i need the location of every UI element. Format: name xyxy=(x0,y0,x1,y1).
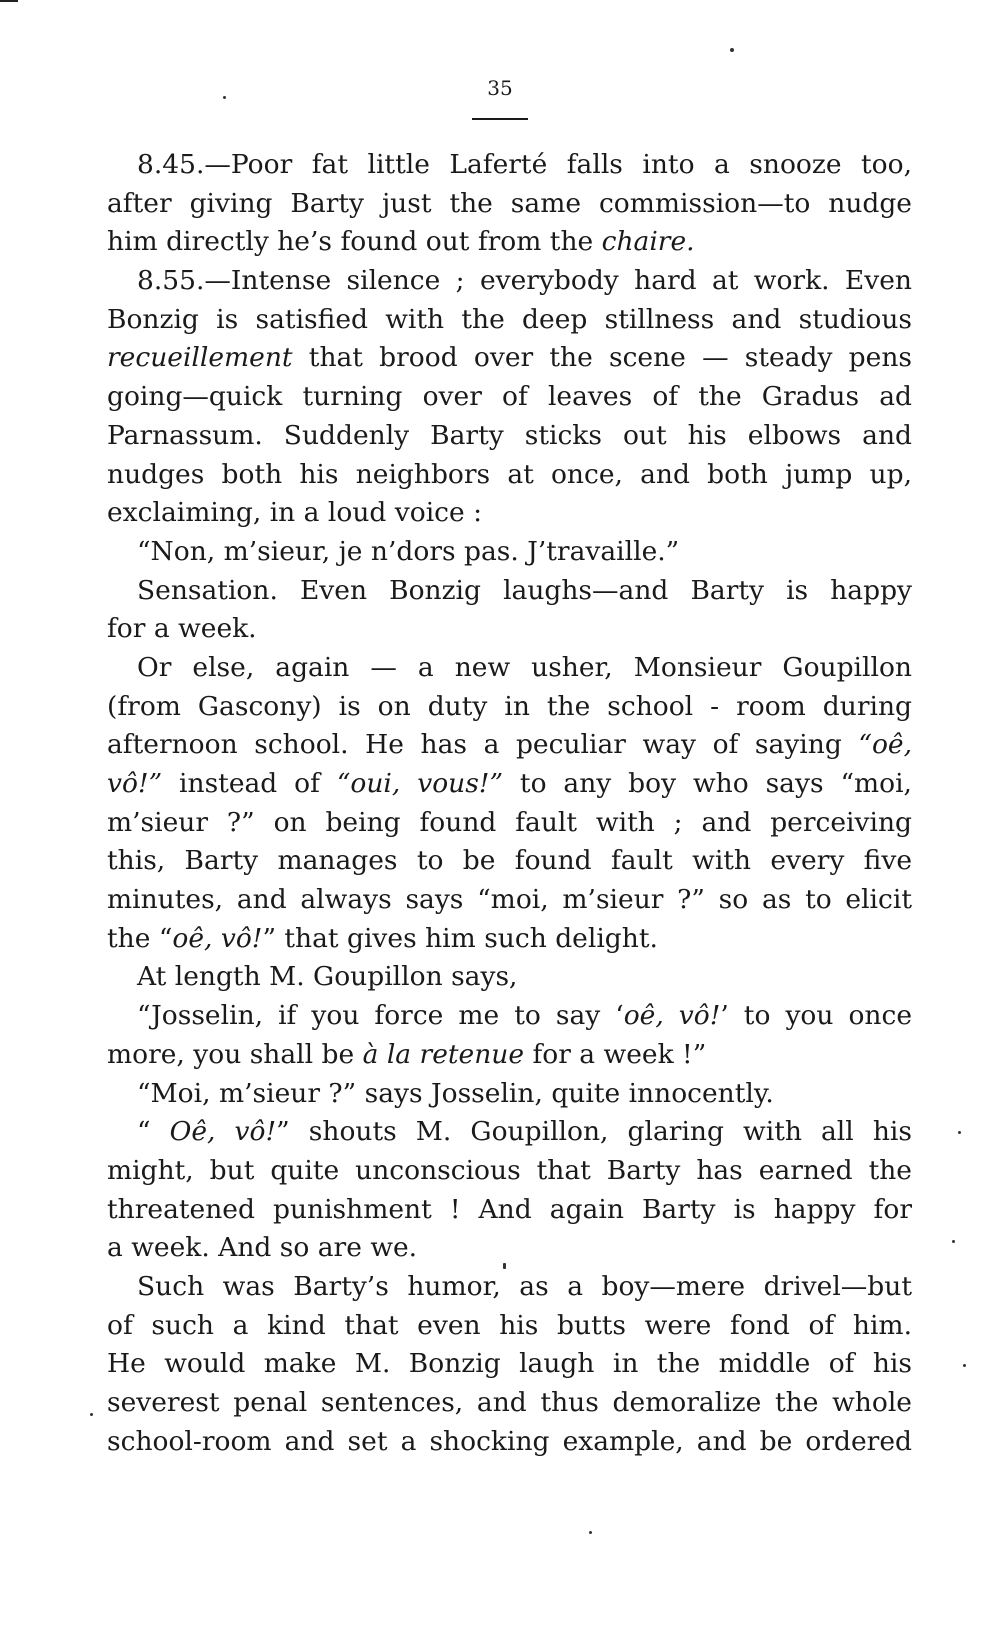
text-line: Bonzig is satisfied with the deep stillness and studious xyxy=(107,303,912,335)
text-line: “Moi, m’sieur ?” says Josselin, quite innocently. xyxy=(137,1077,774,1109)
text-line: might, but quite unconscious that Barty has earned the xyxy=(107,1154,912,1186)
text-line: him directly he’s found out from the chaire. xyxy=(107,226,695,258)
text-line: afternoon school. He has a peculiar way of saying “oê, xyxy=(107,729,912,761)
text-line: Sensation. Even Bonzig laughs—and Barty is happy xyxy=(137,574,912,606)
scan-speck xyxy=(952,1240,955,1243)
page-number: 35 xyxy=(487,76,513,100)
text-line: At length M. Goupillon says, xyxy=(137,961,518,993)
text-line: for a week. xyxy=(107,613,257,645)
scan-speck xyxy=(503,1263,506,1269)
text-line: going—quick turning over of leaves of the Gradus ad xyxy=(107,381,912,413)
text-line: “Josselin, if you force me to say ‘oê, vô!’ to you once xyxy=(137,1000,912,1032)
scan-speck xyxy=(958,1131,961,1134)
text-line: more, you shall be à la retenue for a week !” xyxy=(107,1038,707,1070)
italic-term: oê, vô! xyxy=(623,1000,721,1032)
scan-speck xyxy=(223,96,226,99)
text-line: Parnassum. Suddenly Barty sticks out his elbows and xyxy=(107,419,912,451)
text-line: Such was Barty’s humor, as a boy—mere drivel—but xyxy=(137,1270,912,1302)
italic-term: vô!” xyxy=(107,768,163,799)
text-line: 8.55.—Intense silence ; everybody hard at work. Even xyxy=(137,265,912,297)
text-line: (from Gascony) is on duty in the school - room during xyxy=(107,690,912,722)
scan-speck xyxy=(730,48,734,52)
text-line: 8.45.—Poor fat little Laferté falls into a snooze too, xyxy=(137,149,912,180)
scan-speck xyxy=(589,1531,592,1534)
italic-term: à la retenue xyxy=(362,1038,525,1070)
text-line: nudges both his neighbors at once, and both jump up, xyxy=(107,458,912,490)
text-line: m’sieur ?” on being found fault with ; and perceiving xyxy=(107,806,912,838)
text-line: severest penal sentences, and thus demoralize the whole xyxy=(107,1387,912,1418)
scan-corner-mark xyxy=(0,0,18,2)
text-line: a week. And so are we. xyxy=(107,1232,418,1264)
text-line: this, Barty manages to be found fault with every five xyxy=(107,845,912,877)
text-line: exclaiming, in a loud voice : xyxy=(107,497,483,529)
text-line: after giving Barty just the same commission—to nudge xyxy=(107,187,912,219)
italic-term: Oê, vô! xyxy=(169,1116,277,1148)
scan-speck xyxy=(90,1413,93,1416)
italic-term: chaire. xyxy=(601,226,695,258)
body-text xyxy=(107,146,912,1461)
text-line: the “oê, vô!” that gives him such delight. xyxy=(107,922,658,954)
header-rule xyxy=(472,118,528,120)
italic-term: recueillement xyxy=(107,342,293,374)
text-line: He would make M. Bonzig laugh in the middle of his xyxy=(107,1348,912,1380)
text-line: recueillement that brood over the scene — steady pens xyxy=(107,342,912,374)
italic-term: “oui, vous!” xyxy=(336,768,504,799)
text-line: vô!” instead of “oui, vous!” to any boy who says “moi, xyxy=(107,768,912,799)
scan-speck xyxy=(963,1364,966,1367)
italic-term: oê, vô! xyxy=(172,922,263,954)
italic-term: “oê, xyxy=(858,729,912,761)
text-line: of such a kind that even his butts were fond of him. xyxy=(107,1309,912,1341)
text-line: threatened punishment ! And again Barty is happy for xyxy=(107,1193,912,1225)
text-line: “ Oê, vô!” shouts M. Goupillon, glaring with all his xyxy=(137,1116,912,1148)
text-line: school-room and set a shocking example, and be ordered xyxy=(107,1425,912,1457)
text-line: Or else, again — a new usher, Monsieur Goupillon xyxy=(137,651,912,683)
text-line: “Non, m’sieur, je n’dors pas. J’travaille.” xyxy=(137,535,680,567)
text-line: minutes, and always says “moi, m’sieur ?” so as to elicit xyxy=(107,884,912,916)
